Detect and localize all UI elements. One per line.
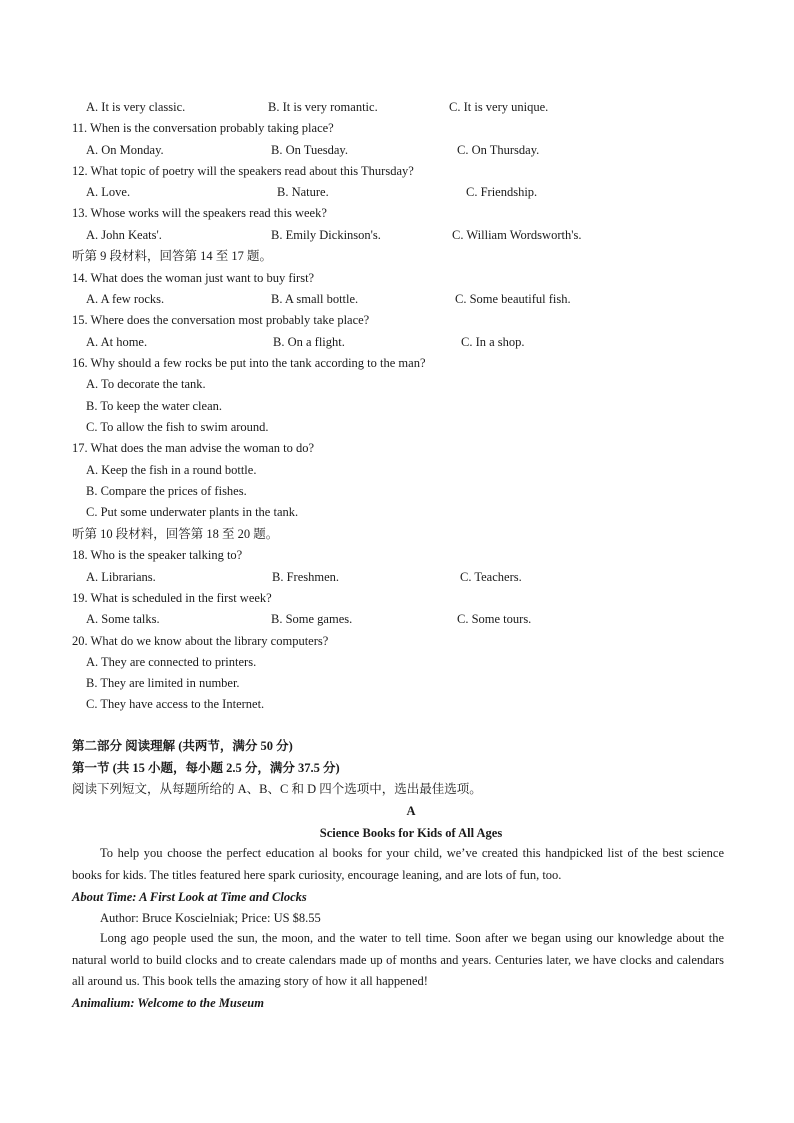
q18-stem: 18. Who is the speaker talking to? (72, 548, 243, 562)
q16-option-a: A. To decorate the tank. (86, 377, 206, 391)
q13-stem: 13. Whose works will the speakers read this week? (72, 206, 327, 220)
part2-subheading: 第一节 (共 15 小题，每小题 2.5 分，满分 37.5 分) (72, 761, 340, 775)
part2-instruction: 阅读下列短文，从每题所给的 A、B、C 和 D 四个选项中，选出最佳选项。 (72, 782, 482, 796)
q12-stem: 12. What topic of poetry will the speakers read about this Thursday? (72, 164, 414, 178)
passage-letter: A (406, 804, 416, 818)
q20-option-b: B. They are limited in number. (86, 676, 240, 690)
q18-option-a: A. Librarians. (86, 570, 156, 584)
q13-option-b: B. Emily Dickinson's. (271, 228, 381, 242)
q18-option-b: B. Freshmen. (272, 570, 340, 584)
q15-option-b: B. On a flight. (273, 335, 345, 349)
passage-intro: To help you choose the perfect education al books for your child, we’ve created this handpicked list of the best science books for kids. The titles featured here spark curiosity, encourage leaning, and are lots of fun, too. (72, 846, 724, 882)
q11-option-a: A. On Monday. (86, 143, 164, 157)
book1-meta: Author: Bruce Koscielniak; Price: US $8.55 (100, 911, 321, 925)
book2-title: Animalium: Welcome to the Museum (72, 996, 264, 1010)
q10-option-b: B. It is very romantic. (268, 100, 378, 114)
section9-heading: 听第 9 段材料，回答第 14 至 17 题。 (72, 249, 273, 263)
q19-stem: 19. What is scheduled in the first week? (72, 591, 272, 605)
q11-option-b: B. On Tuesday. (271, 143, 348, 157)
q17-stem: 17. What does the man advise the woman to do? (72, 441, 315, 455)
q15-stem: 15. Where does the conversation most probably take place? (72, 313, 370, 327)
book1-title: About Time: A First Look at Time and Clocks (72, 890, 307, 904)
q14-option-a: A. A few rocks. (86, 292, 165, 306)
q13-option-a: A. John Keats'. (86, 228, 162, 242)
q11-option-c: C. On Thursday. (457, 143, 540, 157)
section10-heading: 听第 10 段材料，回答第 18 至 20 题。 (72, 527, 279, 541)
q17-option-c: C. Put some underwater plants in the tank. (86, 505, 299, 519)
q15-option-a: A. At home. (86, 335, 148, 349)
q20-option-a: A. They are connected to printers. (86, 655, 257, 669)
q10-option-c: C. It is very unique. (449, 100, 549, 114)
q16-option-c: C. To allow the fish to swim around. (86, 420, 269, 434)
q17-option-b: B. Compare the prices of fishes. (86, 484, 247, 498)
q13-option-c: C. William Wordsworth's. (452, 228, 582, 242)
part2-heading: 第二部分 阅读理解 (共两节，满分 50 分) (72, 739, 293, 753)
q12-option-c: C. Friendship. (466, 185, 538, 199)
q20-stem: 20. What do we know about the library computers? (72, 634, 329, 648)
q12-option-b: B. Nature. (277, 185, 329, 199)
q14-stem: 14. What does the woman just want to buy first? (72, 271, 315, 285)
book1-description: Long ago people used the sun, the moon, and the water to tell time. Soon after we began using our knowledge about the natural world to build clocks and to create calendars made up of months and years. Centuries later, we have clocks and calendars all around us. This book tells the amazing story of how it all happened! (72, 931, 724, 988)
q19-option-a: A. Some talks. (86, 612, 160, 626)
q16-stem: 16. Why should a few rocks be put into the tank according to the man? (72, 356, 426, 370)
q11-stem: 11. When is the conversation probably taking place? (72, 121, 334, 135)
q14-option-c: C. Some beautiful fish. (455, 292, 571, 306)
q12-option-a: A. Love. (86, 185, 131, 199)
q19-option-b: B. Some games. (271, 612, 353, 626)
q10-option-a: A. It is very classic. (86, 100, 186, 114)
q19-option-c: C. Some tours. (457, 612, 532, 626)
q20-option-c: C. They have access to the Internet. (86, 697, 265, 711)
q15-option-c: C. In a shop. (461, 335, 525, 349)
q16-option-b: B. To keep the water clean. (86, 399, 222, 413)
passage-title: Science Books for Kids of All Ages (319, 826, 503, 840)
q17-option-a: A. Keep the fish in a round bottle. (86, 463, 257, 477)
q18-option-c: C. Teachers. (460, 570, 522, 584)
q14-option-b: B. A small bottle. (271, 292, 359, 306)
